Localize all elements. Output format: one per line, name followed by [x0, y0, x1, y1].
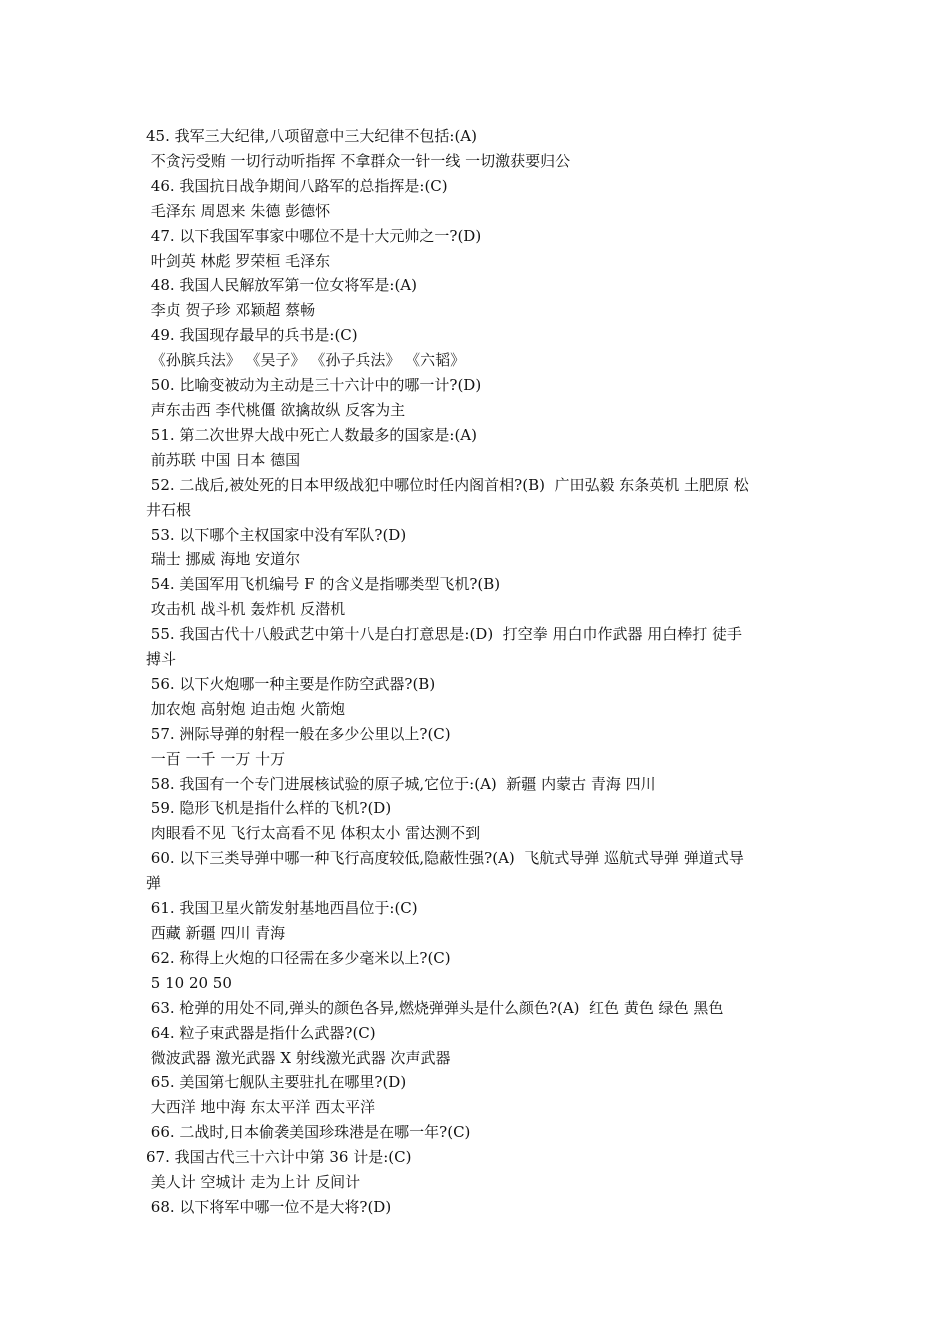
text-line: 李贞 贺子珍 邓颖超 蔡畅	[146, 301, 316, 320]
question-line: 45. 我军三大纪律,八项留意中三大纪律不包括:(A)	[146, 127, 477, 145]
question-line: 61. 我国卫星火箭发射基地西昌位于:(C)	[146, 899, 418, 918]
text-line: 声东击西 李代桃僵 欲擒故纵 反客为主	[146, 400, 406, 419]
text-line: 一百 一千 一万 十万	[146, 749, 286, 768]
question-line: 52. 二战后,被处死的日本甲级战犯中哪位时任内阁首相?(B) 广田弘毅 东条英机 土肥原 松	[146, 475, 749, 494]
question-line: 62. 称得上火炮的口径需在多少毫米以上?(C)	[146, 948, 451, 967]
question-line: 55. 我国古代十八般武艺中第十八是白打意思是:(D) 打空拳 用白巾作武器 用白棒打 徒手	[146, 625, 743, 644]
question-line: 64. 粒子束武器是指什么武器?(C)	[146, 1023, 376, 1042]
question-line: 65. 美国第七舰队主要驻扎在哪里?(D)	[146, 1073, 407, 1092]
question-line: 67. 我国古代三十六计中第 36 计是:(C)	[146, 1148, 412, 1167]
question-line: 47. 以下我国军事家中哪位不是十大元帅之一?(D)	[146, 226, 482, 245]
text-line: 《孙膑兵法》 《吴子》 《孙子兵法》 《六韬》	[146, 351, 466, 370]
question-line: 63. 枪弹的用处不同,弹头的颜色各异,燃烧弹弹头是什么颜色?(A) 红色 黄色 绿色 黑色	[146, 998, 724, 1017]
question-line: 53. 以下哪个主权国家中没有军队?(D)	[146, 525, 407, 544]
question-line: 66. 二战时,日本偷袭美国珍珠港是在哪一年?(C)	[146, 1123, 471, 1142]
text-line: 大西洋 地中海 东太平洋 西太平洋	[146, 1098, 376, 1117]
text-line: 叶剑英 林彪 罗荣桓 毛泽东	[146, 251, 331, 270]
text-line: 瑞士 挪威 海地 安道尔	[146, 550, 301, 569]
question-line: 56. 以下火炮哪一种主要是作防空武器?(B)	[146, 674, 436, 693]
question-line: 59. 隐形飞机是指什么样的飞机?(D)	[146, 799, 392, 818]
text-line: 5 10 20 50	[146, 973, 232, 992]
text-line: 肉眼看不见 飞行太高看不见 体积太小 雷达测不到	[146, 824, 481, 843]
question-line: 57. 洲际导弹的射程一般在多少公里以上?(C)	[146, 724, 451, 743]
text-line: 西藏 新疆 四川 青海	[146, 924, 286, 942]
text-line: 攻击机 战斗机 轰炸机 反潜机	[146, 600, 346, 619]
text-line: 井石根	[146, 500, 192, 519]
text-line: 美人计 空城计 走为上计 反间计	[146, 1173, 361, 1192]
question-line: 48. 我国人民解放军第一位女将军是:(A)	[146, 276, 417, 295]
question-line: 50. 比喻变被动为主动是三十六计中的哪一计?(D)	[146, 376, 482, 395]
text-line: 不贪污受贿 一切行动听指挥 不拿群众一针一线 一切激获要归公	[146, 151, 571, 170]
question-line: 46. 我国抗日战争期间八路军的总指挥是:(C)	[146, 176, 448, 195]
text-line: 微波武器 激光武器 X 射线激光武器 次声武器	[146, 1048, 451, 1067]
text-line: 毛泽东 周恩来 朱德 彭德怀	[146, 201, 331, 220]
text-line: 前苏联 中国 日本 德国	[146, 450, 301, 469]
question-line: 68. 以下将军中哪一位不是大将?(D)	[146, 1197, 392, 1216]
question-line: 58. 我国有一个专门进展核试验的原子城,它位于:(A) 新疆 内蒙古 青海 四川	[146, 774, 656, 793]
document-body	[146, 124, 818, 1220]
text-line: 搏斗	[146, 650, 177, 669]
question-line: 60. 以下三类导弹中哪一种飞行高度较低,隐蔽性强?(A) 飞航式导弹 巡航式导弹 弹道式导	[146, 849, 744, 868]
question-line: 49. 我国现存最早的兵书是:(C)	[146, 326, 358, 345]
text-line: 弹	[146, 874, 162, 893]
text-line: 加农炮 高射炮 迫击炮 火箭炮	[146, 699, 346, 718]
question-line: 51. 第二次世界大战中死亡人数最多的国家是:(A)	[146, 425, 477, 444]
question-line: 54. 美国军用飞机编号 F 的含义是指哪类型飞机?(B)	[146, 575, 501, 594]
